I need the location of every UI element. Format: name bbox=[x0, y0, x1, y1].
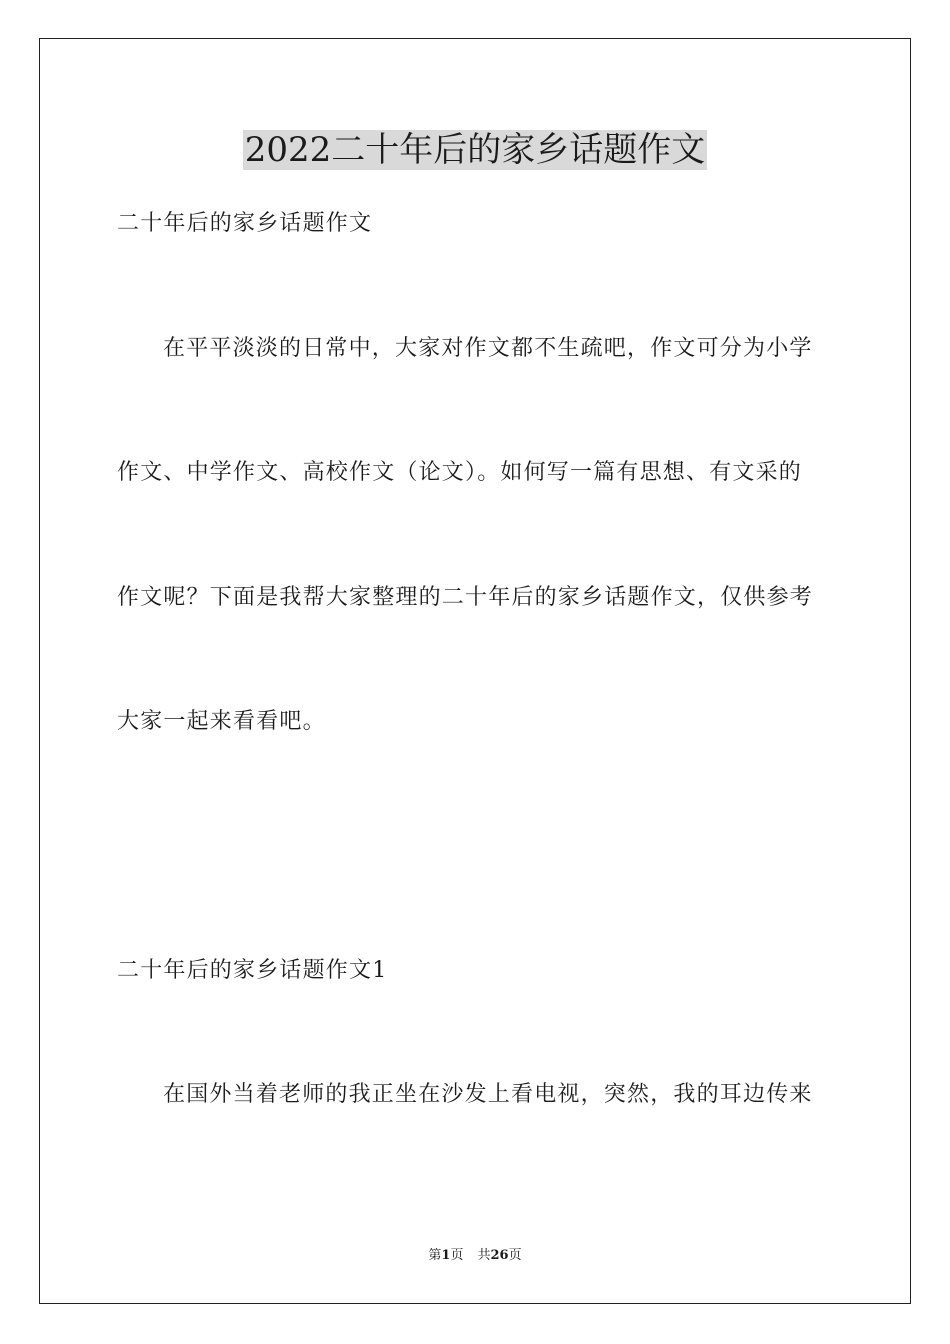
paragraph-line: 在国外当着老师的我正坐在沙发上看电视，突然，我的耳边传来 bbox=[163, 1082, 813, 1107]
paragraph-line: 作文呢？下面是我帮大家整理的二十年后的家乡话题作文，仅供参考 bbox=[117, 585, 814, 610]
paragraph-line: 大家一起来看看吧。 bbox=[117, 709, 326, 734]
subtitle-line: 二十年后的家乡话题作文 bbox=[117, 211, 373, 236]
footer-total-prefix: 共 bbox=[477, 1248, 491, 1263]
paragraph-line: 作文、中学作文、高校作文（论文）。如何写一篇有思想、有文采的 bbox=[117, 460, 803, 485]
document-title-text: 2022二十年后的家乡话题作文 bbox=[244, 130, 706, 170]
footer-page-suffix: 页 bbox=[450, 1248, 464, 1263]
section-heading: 二十年后的家乡话题作文1 bbox=[117, 958, 388, 983]
footer-total-suffix: 页 bbox=[508, 1248, 522, 1263]
footer-page-prefix: 第 bbox=[428, 1248, 442, 1263]
footer-total-pages: 26 bbox=[490, 1248, 509, 1263]
document-title bbox=[0, 128, 950, 172]
page-footer bbox=[0, 1247, 950, 1265]
paragraph-line: 在平平淡淡的日常中，大家对作文都不生疏吧，作文可分为小学 bbox=[163, 336, 813, 361]
footer-page-number: 1 bbox=[441, 1248, 451, 1263]
